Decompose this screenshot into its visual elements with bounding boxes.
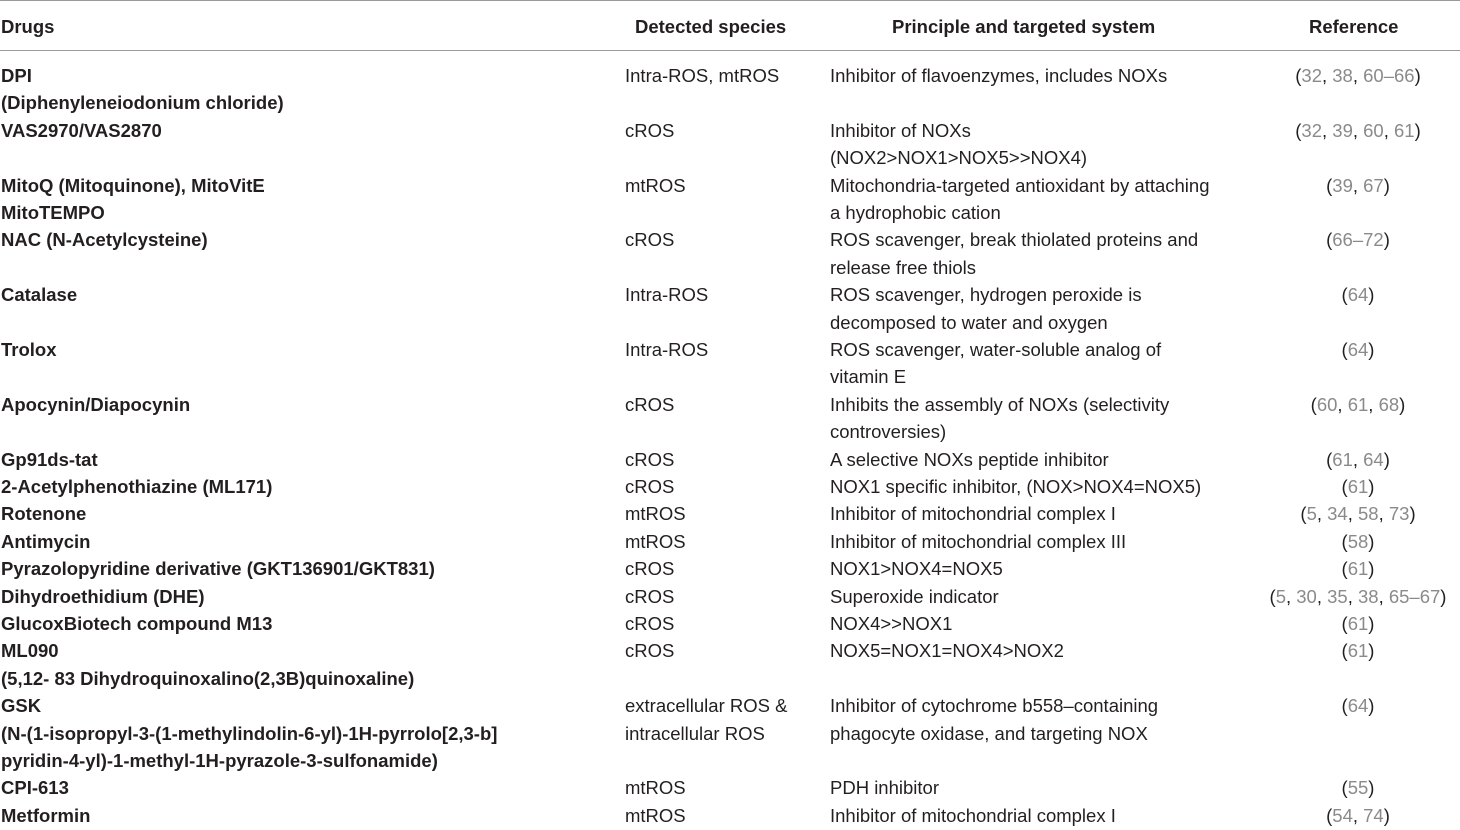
drug-name-line: Metformin xyxy=(1,804,91,826)
detected-species-line: cROS xyxy=(625,613,675,634)
principle-text xyxy=(830,692,1250,747)
reference-link[interactable]: 61 xyxy=(1347,640,1369,662)
principle-text-line: Inhibitor of mitochondrial complex I xyxy=(830,503,1116,525)
reference-cell: (32, 39, 60, 61) xyxy=(1295,119,1421,141)
drug-name xyxy=(1,637,611,692)
drug-name xyxy=(1,583,611,610)
reference-link[interactable]: 58 xyxy=(1347,530,1369,552)
reference-link[interactable]: 38 xyxy=(1357,585,1379,607)
header-bottom-rule xyxy=(0,50,1460,51)
reference-link[interactable]: 60 xyxy=(1363,119,1384,141)
drug-name-line: Rotenone xyxy=(1,503,87,525)
reference-cell: (39, 67) xyxy=(1326,174,1390,196)
reference-link[interactable]: 30 xyxy=(1296,585,1317,607)
detected-species-line: cROS xyxy=(625,448,675,470)
detected-species xyxy=(625,172,825,199)
drug-name-line: GlucoxBiotech compound M13 xyxy=(1,613,273,634)
detected-species xyxy=(625,583,825,610)
detected-species xyxy=(625,802,825,829)
drug-name-line: (Diphenyleneiodonium chloride) xyxy=(1,92,284,114)
drug-name-line: (5,12- 83 Dihydroquinoxalino(2,3B)quinoxaline) xyxy=(1,667,415,689)
reference-link[interactable]: 64 xyxy=(1347,339,1369,360)
principle-text-line: ROS scavenger, hydrogen peroxide is xyxy=(830,284,1142,306)
reference-link[interactable]: 61 xyxy=(1347,558,1369,580)
detected-species xyxy=(625,692,825,747)
principle-text xyxy=(830,637,1250,664)
drug-name xyxy=(1,281,611,308)
detected-species-line: cROS xyxy=(625,640,675,662)
reference-cell: (54, 74) xyxy=(1326,804,1390,826)
detected-species xyxy=(625,473,825,500)
drug-name xyxy=(1,555,611,582)
reference-link[interactable]: 54 xyxy=(1332,804,1353,826)
principle-text-line: Inhibitor of NOXs xyxy=(830,119,971,141)
reference-cell: (55) xyxy=(1341,777,1375,799)
reference-link[interactable]: 38 xyxy=(1332,65,1353,86)
principle-text-line: A selective NOXs peptide inhibitor xyxy=(830,448,1109,470)
principle-text xyxy=(830,802,1250,829)
detected-species xyxy=(625,446,825,473)
principle-text-line: Inhibitor of flavoenzymes, includes NOXs xyxy=(830,65,1168,86)
principle-text xyxy=(830,446,1250,473)
detected-species-line: mtROS xyxy=(625,777,686,799)
principle-text xyxy=(830,226,1250,281)
reference-cell: (58) xyxy=(1341,530,1375,552)
drug-name xyxy=(1,117,611,144)
drug-name-line: Catalase xyxy=(1,284,78,306)
drug-name xyxy=(1,774,611,801)
drug-name xyxy=(1,610,611,637)
principle-text-line: NOX4>>NOX1 xyxy=(830,613,953,634)
header-drugs: Drugs xyxy=(1,16,55,37)
reference-link[interactable]: 64 xyxy=(1347,284,1369,306)
reference-cell: (66–72) xyxy=(1326,229,1390,251)
reference-link[interactable]: 5 xyxy=(1306,503,1317,525)
principle-text-line: NOX1 specific inhibitor, (NOX>NOX4=NOX5) xyxy=(830,476,1202,497)
reference-link[interactable]: 68 xyxy=(1378,393,1400,415)
reference-link[interactable]: 60 xyxy=(1316,393,1338,415)
reference-link[interactable]: 74 xyxy=(1363,804,1384,826)
principle-text-line: Inhibits the assembly of NOXs (selectivity xyxy=(830,393,1170,415)
reference-link[interactable]: 66–72 xyxy=(1332,229,1384,251)
drug-name-line: pyridin-4-yl)-1-methyl-1H-pyrazole-3-sulfonamide) xyxy=(1,750,438,771)
drug-name xyxy=(1,500,611,527)
principle-text-line: decomposed to water and oxygen xyxy=(830,311,1108,333)
drug-name-line: Dihydroethidium (DHE) xyxy=(1,585,205,607)
reference-link[interactable]: 60–66 xyxy=(1363,65,1415,86)
reference-link[interactable]: 5 xyxy=(1275,585,1286,607)
detected-species xyxy=(625,281,825,308)
reference-link[interactable]: 61 xyxy=(1347,393,1369,415)
reference-cell: (61) xyxy=(1341,476,1375,497)
principle-text xyxy=(830,336,1250,391)
detected-species-line: cROS xyxy=(625,476,675,497)
drug-name-line: ML090 xyxy=(1,640,59,662)
drug-name-line: Pyrazolopyridine derivative (GKT136901/GKT831) xyxy=(1,558,435,580)
principle-text-line: phagocyte oxidase, and targeting NOX xyxy=(830,722,1148,744)
detected-species xyxy=(625,555,825,582)
reference-link[interactable]: 34 xyxy=(1327,503,1348,525)
reference-cell: (64) xyxy=(1341,695,1375,717)
detected-species xyxy=(625,117,825,144)
drug-name-line: Antimycin xyxy=(1,530,91,552)
drug-name xyxy=(1,692,611,774)
drug-name-line: (N-(1-isopropyl-3-(1-methylindolin-6-yl)-1H-pyrrolo[2,3-b] xyxy=(1,722,498,744)
principle-text xyxy=(830,583,1250,610)
header-reference: Reference xyxy=(1309,16,1399,37)
drug-name-line: Trolox xyxy=(1,339,57,360)
header-detected-species: Detected species xyxy=(635,16,787,37)
principle-text-line: NOX5=NOX1=NOX4>NOX2 xyxy=(830,640,1064,662)
detected-species xyxy=(625,500,825,527)
reference-link[interactable]: 64 xyxy=(1347,695,1369,717)
reference-link[interactable]: 65–67 xyxy=(1388,585,1441,607)
principle-text xyxy=(830,62,1250,89)
drug-name xyxy=(1,226,611,253)
reference-link[interactable]: 64 xyxy=(1363,448,1384,470)
table-top-rule xyxy=(0,0,1460,1)
detected-species xyxy=(625,637,825,664)
reference-cell: (32, 38, 60–66) xyxy=(1295,65,1421,86)
reference-cell: (61, 64) xyxy=(1326,448,1390,470)
principle-text xyxy=(830,281,1250,336)
drug-name xyxy=(1,336,611,363)
reference-cell: (61) xyxy=(1341,613,1375,634)
drug-name xyxy=(1,391,611,418)
principle-text xyxy=(830,555,1250,582)
principle-text-line: controversies) xyxy=(830,421,947,443)
principle-text xyxy=(830,172,1250,227)
drug-name xyxy=(1,62,611,117)
detected-species-line: Intra-ROS xyxy=(625,339,709,360)
principle-text-line: NOX1>NOX4=NOX5 xyxy=(830,558,1003,580)
drug-name-line: CPI-613 xyxy=(1,777,69,799)
detected-species-line: cROS xyxy=(625,119,675,141)
reference-link[interactable]: 61 xyxy=(1347,476,1369,497)
detected-species xyxy=(625,774,825,801)
drug-name xyxy=(1,802,611,829)
reference-link[interactable]: 61 xyxy=(1347,613,1369,634)
drug-name-line: VAS2970/VAS2870 xyxy=(1,119,162,141)
reference-link[interactable]: 39 xyxy=(1332,119,1353,141)
principle-text xyxy=(830,774,1250,801)
detected-species xyxy=(625,610,825,637)
detected-species xyxy=(625,226,825,253)
detected-species-line: intracellular ROS xyxy=(625,722,765,744)
principle-text-line: Mitochondria-targeted antioxidant by attaching xyxy=(830,174,1210,196)
principle-text-line: ROS scavenger, water-soluble analog of xyxy=(830,339,1162,360)
principle-text xyxy=(830,391,1250,446)
principle-text-line: release free thiols xyxy=(830,256,977,278)
reference-cell: (64) xyxy=(1341,284,1375,306)
detected-species xyxy=(625,528,825,555)
principle-text xyxy=(830,473,1250,500)
drug-name-line: DPI xyxy=(1,65,32,86)
principle-text-line: Inhibitor of cytochrome b558–containing xyxy=(830,695,1159,717)
reference-cell: (61) xyxy=(1341,558,1375,580)
detected-species xyxy=(625,391,825,418)
reference-link[interactable]: 55 xyxy=(1347,777,1369,799)
drug-name-line: NAC (N-Acetylcysteine) xyxy=(1,229,208,251)
principle-text-line: Inhibitor of mitochondrial complex III xyxy=(830,530,1127,552)
reference-link[interactable]: 73 xyxy=(1388,503,1410,525)
detected-species-line: Intra-ROS xyxy=(625,284,709,306)
reference-link[interactable]: 67 xyxy=(1363,174,1384,196)
drug-name xyxy=(1,446,611,473)
drug-name xyxy=(1,172,611,227)
principle-text-line: ROS scavenger, break thiolated proteins and xyxy=(830,229,1199,251)
principle-text xyxy=(830,500,1250,527)
detected-species-line: mtROS xyxy=(625,174,686,196)
principle-text xyxy=(830,528,1250,555)
reference-link[interactable]: 61 xyxy=(1332,448,1353,470)
detected-species-line: mtROS xyxy=(625,503,686,525)
principle-text-line: vitamin E xyxy=(830,366,907,388)
reference-link[interactable]: 32 xyxy=(1301,119,1322,141)
reference-link[interactable]: 39 xyxy=(1332,174,1353,196)
principle-text xyxy=(830,117,1250,172)
detected-species-line: cROS xyxy=(625,558,675,580)
drug-name-line: Gp91ds-tat xyxy=(1,448,98,470)
principle-text-line: Inhibitor of mitochondrial complex I xyxy=(830,804,1116,826)
header-principle: Principle and targeted system xyxy=(892,16,1156,37)
principle-text xyxy=(830,610,1250,637)
drug-name xyxy=(1,528,611,555)
drug-name-line: GSK xyxy=(1,695,42,717)
drug-name xyxy=(1,473,611,500)
detected-species-line: Intra-ROS, mtROS xyxy=(625,65,780,86)
reference-cell: (61) xyxy=(1341,640,1375,662)
drug-name-line: Apocynin/Diapocynin xyxy=(1,393,191,415)
reference-link[interactable]: 35 xyxy=(1327,585,1348,607)
detected-species-line: mtROS xyxy=(625,530,686,552)
principle-text-line: PDH inhibitor xyxy=(830,777,939,799)
drug-name-line: MitoQ (Mitoquinone), MitoVitE xyxy=(1,174,265,196)
principle-text-line: Superoxide indicator xyxy=(830,585,999,607)
detected-species-line: cROS xyxy=(625,229,675,251)
reference-link[interactable]: 61 xyxy=(1394,119,1415,141)
reference-cell: (5, 34, 58, 73) xyxy=(1300,503,1416,525)
detected-species-line: cROS xyxy=(625,393,675,415)
drug-name-line: MitoTEMPO xyxy=(1,202,105,223)
detected-species-line: cROS xyxy=(625,585,675,607)
detected-species-line: mtROS xyxy=(625,804,686,826)
principle-text-line: (NOX2>NOX1>NOX5>>NOX4) xyxy=(830,147,1088,169)
reference-cell: (64) xyxy=(1341,339,1375,360)
reference-cell: (60, 61, 68) xyxy=(1310,393,1406,415)
reference-link[interactable]: 58 xyxy=(1358,503,1379,525)
principle-text-line: a hydrophobic cation xyxy=(830,202,1001,223)
drug-name-line: 2-Acetylphenothiazine (ML171) xyxy=(1,476,273,497)
detected-species xyxy=(625,62,825,89)
reference-cell: (5, 30, 35, 38, 65–67) xyxy=(1269,585,1447,607)
detected-species-line: extracellular ROS & xyxy=(625,695,788,717)
detected-species xyxy=(625,336,825,363)
reference-link[interactable]: 32 xyxy=(1301,65,1322,86)
